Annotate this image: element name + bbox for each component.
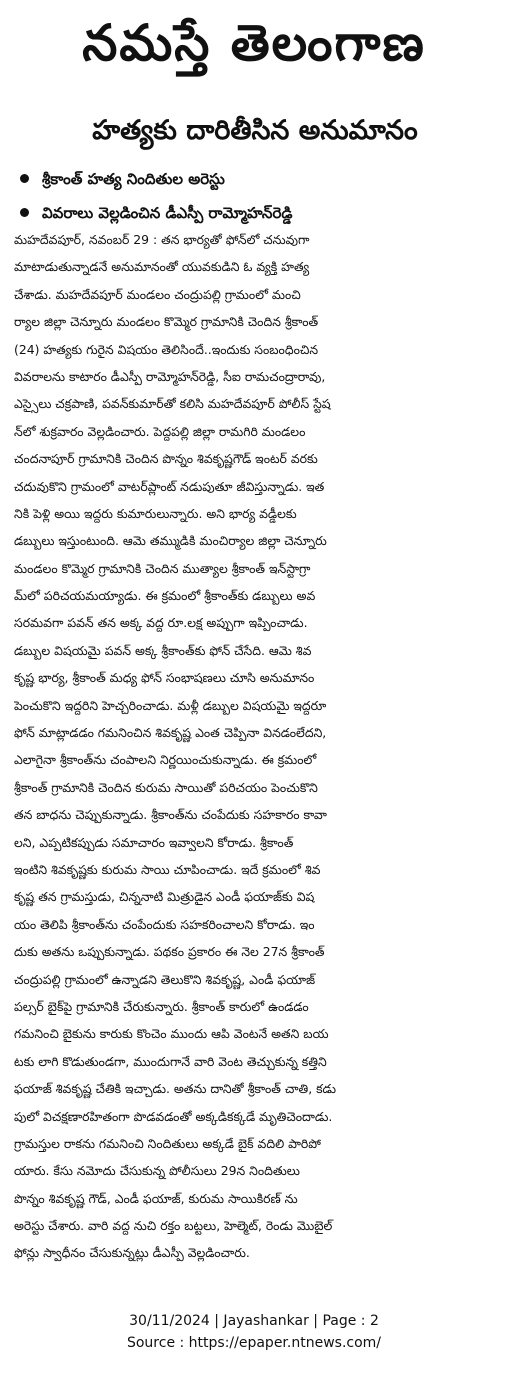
article-body-line: మ్‌లో పరిచయమయ్యాడు. ఈ క్రమంలో శ్రీకాంత్‌కు డబ్బులు అవ <box>14 588 316 604</box>
article-body-line: చదువుకొని గ్రామంలో వాటర్‌ప్లాంట్ నడుపుతూ జీవిస్తున్నాడు. ఇత <box>14 478 325 494</box>
article-body-line: మాటాడుతున్నాడనే అనుమానంతో యువకుడిని ఓ వ్యక్తి హత్య <box>14 259 310 275</box>
article-body-line: తన బాధను చెప్పుకున్నాడు. శ్రీకాంత్‌ను చంపేదుకు సహకారం కావా <box>14 807 327 823</box>
subheading-item <box>16 196 496 230</box>
article-body-line: వివరాలను కాటారం డీఎస్పీ రామ్మోహన్‌రెడ్డి, సీఐ రామచంద్రారావు, <box>14 368 326 384</box>
article-body-line: టకు లాగి కొడుతుండగా, ముందుగానే వారి వెంట తెచ్చుకున్న కత్తిని <box>14 1053 327 1069</box>
article-body-line: పల్సర్ బైక్‌పై గ్రామానికి చేరుకున్నారు. శ్రీకాంత్ కారులో ఉండడం <box>14 998 309 1014</box>
article-body-line: ఫయాజ్ శివకృష్ణ చేతికి ఇచ్చాడు. అతను దానితో శ్రీకాంత్ చాతి, కడు <box>14 1081 337 1097</box>
subheading-text: వివరాలు వెల్లడించిన డీఎస్పీ రామ్మోహన్‌రెడ్డి <box>42 204 293 222</box>
article-body-line: పెంచుకొని ఇద్దరిని హెచ్చరించాడు. మళ్లీ డబ్బుల విషయమై ఇద్దరూ <box>14 697 327 713</box>
article-body-line: నికి పెళ్లి అయి ఇద్దరు కుమారులున్నారు. అని భార్య వడ్డీలకు <box>14 505 297 521</box>
source-link[interactable]: Source : https://epaper.ntnews.com/ <box>126 1335 382 1351</box>
article-subheadings <box>16 162 496 230</box>
bullet-icon <box>20 208 29 217</box>
newspaper-masthead: నమస్తే తెలంగాణ <box>82 14 426 72</box>
article-body <box>14 226 498 1267</box>
edition-info: 30/11/2024 | Jayashankar | Page : 2 <box>129 1313 379 1329</box>
article-body-line: మండలం కొమ్మెర గ్రామానికి చెందిన ముత్యాల శ్రీకాంత్ ఇన్‌స్టాగ్రా <box>14 560 311 576</box>
article-body-line: చేశాడు. మహదేవపూర్ మండలం చంద్రుపల్లి గ్రామంలో మంచి <box>14 286 301 302</box>
article-body-line: దుకు అతను ఒప్పుకున్నాడు. పథకం ప్రకారం ఈ నెల 27న శ్రీకాంత్ <box>14 944 325 960</box>
page-footer <box>0 1310 508 1354</box>
bullet-icon <box>20 174 29 183</box>
article-body-line: ఎలాగైనా శ్రీకాంత్‌ను చంపాలని నిర్ణయించుకున్నాడు. ఈ క్రమంలో <box>14 752 317 768</box>
article-body-line: కృష్ణ భార్య, శ్రీకాంత్ మధ్య ఫోన్ సంభాషణలు చూసి అనుమానం <box>14 670 315 686</box>
article-body-line: చందనాపూర్ గ్రామానికి చెందిన పొన్నం శివకృష్ణగౌడ్ ఇంటర్ వరకు <box>14 451 318 467</box>
article-body-line: డబ్బుల విషయమై పవన్ అక్క శ్రీకాంత్‌కు ఫోన్ చేసేది. ఆమె శివ <box>14 642 312 658</box>
article-body-line: పొన్నం శివకృష్ణ గౌడ్, ఎండీ ఫయాజ్, కురుమ సాయికిరణ్ ను <box>14 1190 298 1206</box>
article-body-line: మహదేవపూర్, నవంబర్ 29 : తన భార్యతో ఫోన్‌లో చనువుగా <box>14 232 310 247</box>
article-body-line: చంద్రుపల్లి గ్రామంలో ఉన్నాడని తెలుకొని శివకృష్ణ, ఎండీ ఫయాజ్ <box>14 971 316 987</box>
article-body-line: ఫోన్లు స్వాధీనం చేసుకున్నట్లు డీఎస్పీ వెల్లడించారు. <box>14 1245 250 1261</box>
article-headline: హత్యకు దారితీసిన అనుమానం <box>92 115 418 146</box>
article-body-line: గమనించి బైకును కారుకు కొంచెం ముందు ఆపి వెంటనే అతని బయ <box>14 1026 329 1042</box>
article-body-line: సరమవగా పవన్ తన అక్క వద్ద రూ.లక్ష అప్పుగా ఇప్పించాడు. <box>14 615 308 631</box>
article-body-line: న్‌లో శుక్రవారం వెల్లడించారు. పెద్దపల్లి జిల్లా రామగిరి మండలం <box>14 423 306 439</box>
article-body-line: కృష్ణ తన గ్రామస్తుడు, చిన్ననాటి మిత్రుడైన ఎండీ ఫయాజ్‌కు విష <box>14 889 315 905</box>
article-body-line: శ్రీకాంత్ గ్రామానికి చెందిన కురుమ సాయితో పరిచయం పెంచుకొని <box>14 779 318 795</box>
article-body-line: ర్యాల జిల్లా చెన్నూరు మండలం కొమ్మెర గ్రామానికి చెందిన శ్రీకాంత్ <box>14 314 319 330</box>
article-body-line: ఎస్సైలు చక్రపాణి, పవన్‌కుమార్‌తో కలిసి మహదేవపూర్ పోలీస్ స్టేష <box>14 396 331 412</box>
article-body-line: ఇంటిని శివకృష్ణకు కురుమ సాయి చూపించాడు. ఇదే క్రమంలో శివ <box>14 861 321 877</box>
article-body-line: పులో విచక్షణారహితంగా పొడవడంతో అక్కడికక్కడే మృతిచెందాడు. <box>14 1108 333 1124</box>
article-body-line: డబ్బులు ఇస్తుంటుంది. ఆమె తమ్ముడికి మంచిర్యాల జిల్లా చెన్నూరు <box>14 533 327 549</box>
article-body-line: అరెస్టు చేశారు. వారి వద్ద నుచి రక్తం బట్టలు, హెల్మెట్, రెండు మొబైల్ <box>14 1218 333 1234</box>
subheading-text: శ్రీకాంత్ హత్య నిందితుల అరెస్టు <box>42 170 225 188</box>
article-body-line: (24) హత్యకు గురైన విషయం తెలిసిందే..ఇందుకు సంబంధించిన <box>14 341 319 357</box>
article-body-line: ఫోన్ మాట్లాడడం గమనించిన శివకృష్ణ ఎంత చెప్పినా వినడంలేదని, <box>14 725 327 741</box>
article-body-line: లని, ఎప్పటికప్పుడు సమాచారం ఇవ్వాలని కోరాడు. శ్రీకాంత్ <box>14 834 294 850</box>
article-body-line: యారు. కేసు నమోదు చేసుకున్న పోలీసులు 29న నిందితులు <box>14 1163 300 1179</box>
subheading-item <box>16 162 496 196</box>
article-body-line: గ్రామస్తుల రాకను గమనించి నిందితులు అక్కడే బైక్ వదిలి పారిపో <box>14 1135 321 1151</box>
article-body-line: యం తెలిపి శ్రీకాంత్‌ను చంపేందుకు సహకరించాలని కోరాడు. ఇం <box>14 916 315 932</box>
